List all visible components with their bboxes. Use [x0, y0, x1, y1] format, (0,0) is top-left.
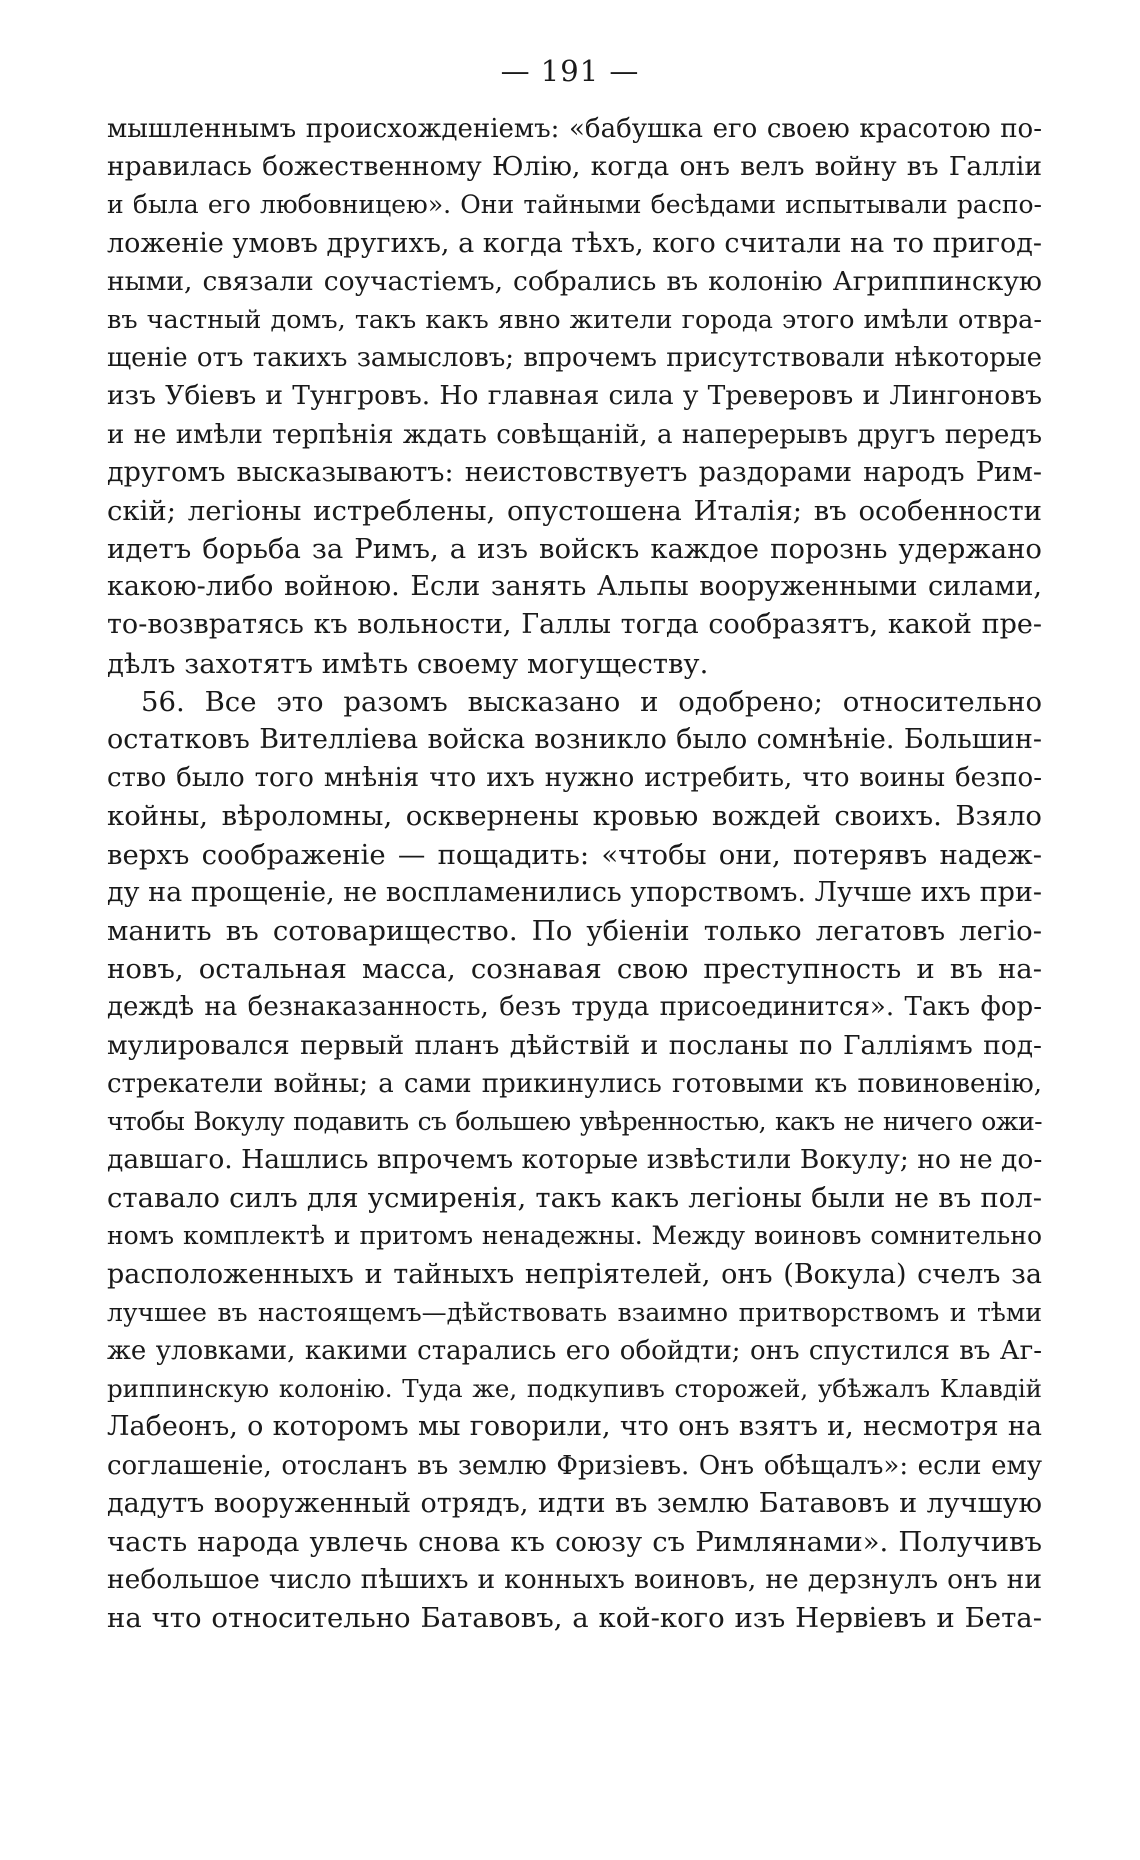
text-line: и не имѣли терпѣнія ждать совѣщаній, а наперерывъ другъ передъ — [107, 419, 1042, 450]
text-line: риппинскую колонію. Туда же, подкупивъ сторожей, убѣжалъ Клавдій — [107, 1374, 1042, 1404]
text-line: ложеніе умовъ другихъ, а когда тѣхъ, кого считали на то пригод- — [107, 227, 1042, 259]
text-line: чтобы Вокулу подавить съ большею увѣренностью, какъ не ничего ожи- — [107, 1106, 1042, 1136]
text-line: дѣлъ захотятъ имѣть своему могуществу. — [107, 647, 709, 680]
text-line: другомъ высказываютъ: неистовствуетъ раздорами народъ Рим- — [107, 456, 1042, 488]
text-line: дадутъ вооруженный отрядъ, идти въ землю Батавовъ и лучшую — [107, 1487, 1042, 1519]
text-line: 56. Все это разомъ высказано и одобрено; относительно — [141, 685, 1042, 718]
text-line: соглашеніе, отосланъ въ землю Фризіевъ. Онъ обѣщалъ»: если ему — [107, 1450, 1042, 1481]
text-line: на что относительно Батавовъ, а кой-кого изъ Нервіевъ и Бета- — [107, 1602, 1042, 1635]
text-line: давшаго. Нашлись впрочемъ которые извѣстили Вокулу; но не до- — [107, 1144, 1042, 1176]
text-line: мышленнымъ происхожденіемъ: «бабушка его своею красотою по- — [107, 114, 1042, 144]
text-line: то-возвратясь къ вольности, Галлы тогда сообразятъ, какой пре- — [107, 609, 1042, 641]
text-line: щеніе отъ такихъ замысловъ; впрочемъ присутствовали нѣкоторые — [107, 343, 1042, 374]
text-line: манить въ сотоварищество. По убіеніи только легатовъ легіо- — [107, 914, 1042, 947]
text-line: же уловками, какими старались его обойдти; онъ спустился въ Аг- — [107, 1336, 1042, 1366]
text-line: ставало силъ для усмиренія, такъ какъ легіоны были не въ пол- — [107, 1182, 1042, 1215]
text-line: часть народа увлечь снова къ союзу съ Римлянами». Получивъ — [107, 1525, 1042, 1558]
text-line: расположенныхъ и тайныхъ непріятелей, онъ (Вокула) счелъ за — [107, 1258, 1042, 1290]
text-line: небольшое число пѣшихъ и конныхъ воиновъ, не дерзнулъ онъ ни — [107, 1564, 1042, 1596]
text-line: деждѣ на безнаказанность, безъ труда присоединится». Такъ фор- — [107, 992, 1042, 1023]
text-line: ду на прощеніе, не воспламенились упорствомъ. Лучше ихъ при- — [107, 876, 1042, 908]
text-line: и была его любовницею». Они тайными бесѣдами испытывали распо- — [107, 190, 1042, 220]
text-line: какою-либо войною. Если занять Альпы вооруженными силами, — [107, 571, 1042, 603]
text-line: идетъ борьба за Римъ, а изъ войскъ каждое порознь удержано — [107, 533, 1042, 566]
text-line: изъ Убіевъ и Тунгровъ. Но главная сила у Треверовъ и Лингоновъ — [107, 380, 1042, 412]
text-line: въ частный домъ, такъ какъ явно жители города этого имѣли отвра- — [107, 304, 1042, 335]
text-line: скій; легіоны истреблены, опустошена Италія; въ особенности — [107, 494, 1042, 527]
text-line: ными, связали соучастіемъ, собрались въ колонію Агриппинскую — [107, 265, 1042, 297]
text-line: койны, вѣроломны, осквернены кровью вождей своихъ. Взяло — [107, 800, 1042, 833]
text-line: остатковъ Вителліева войска возникло было сомнѣніе. Большин- — [107, 724, 1042, 755]
page-number: — 191 — — [500, 54, 640, 88]
text-line: лучшее въ настоящемъ—дѣйствовать взаимно притворствомъ и тѣми — [107, 1297, 1042, 1327]
text-line: Лабеонъ, о которомъ мы говорили, что онъ взятъ и, несмотря на — [107, 1411, 1042, 1443]
text-line: номъ комплектѣ и притомъ ненадежны. Между воиновъ сомнительно — [107, 1221, 1042, 1251]
text-line: мулировался первый планъ дѣйствій и посланы по Галліямъ под- — [107, 1029, 1042, 1061]
text-line: нравилась божественному Юлію, когда онъ велъ войну въ Галліи — [107, 151, 1042, 183]
text-line: верхъ соображеніе — пощадить: «чтобы они, потерявъ надеж- — [107, 838, 1042, 871]
text-line: новъ, остальная масса, сознавая свою преступность и въ на- — [107, 953, 1042, 986]
main-text — [107, 110, 1042, 1638]
text-line: ство было того мнѣнія что ихъ нужно истребить, что воины безпо- — [107, 763, 1042, 794]
text-line: стрекатели войны; а сами прикинулись готовыми къ повиновенію, — [107, 1068, 1042, 1099]
